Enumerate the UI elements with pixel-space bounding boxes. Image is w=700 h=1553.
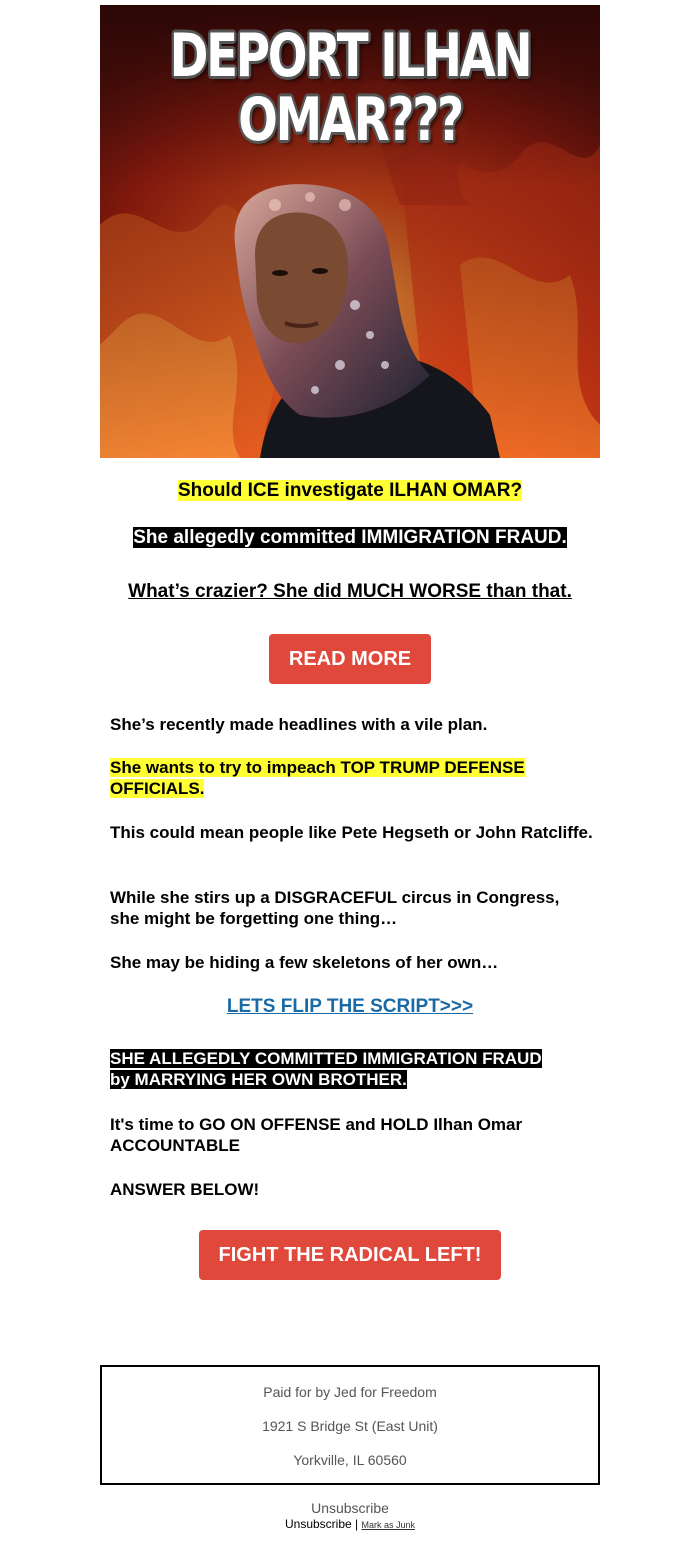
paragraph-circus: [110, 887, 590, 929]
offense-text-d: HOLD: [380, 1115, 429, 1134]
paragraph-answer-below: ANSWER BELOW!: [110, 1180, 260, 1199]
circus-text-b: DISGRACEFUL: [274, 888, 397, 907]
paragraph-marrying-brother: [110, 1048, 600, 1090]
offense-text-b: GO ON OFFENSE: [199, 1115, 341, 1134]
hero-image[interactable]: [100, 5, 600, 458]
flip-script-link[interactable]: LETS FLIP THE SCRIPT>>>: [226, 996, 474, 1017]
read-more-button[interactable]: READ MORE: [269, 634, 431, 684]
separator: |: [351, 1517, 362, 1531]
allegation-text: She allegedly committed IMMIGRATION FRAUD.: [133, 527, 567, 548]
flip-script-wrapper: [0, 996, 700, 1018]
offense-text-e: Ilhan Omar ACCOUNTABLE: [110, 1115, 523, 1155]
hero-title-line1: DEPORT ILHAN: [169, 21, 531, 91]
crazier-text: What’s crazier? She did MUCH WORSE than that.: [128, 581, 572, 602]
circus-text-a: While she stirs up a: [110, 888, 275, 907]
paid-for-box: [100, 1365, 600, 1485]
unsubscribe-link[interactable]: Unsubscribe: [284, 1517, 352, 1531]
impeach-text-b: TOP TRUMP DEFENSE OFFICIALS.: [110, 758, 525, 798]
hero-title-line2: OMAR???: [238, 85, 462, 155]
circus-text-c: circus in Congress, she might be forgetting one thing…: [110, 888, 560, 928]
paragraph-hegseth: This could mean people like Pete Hegseth or John Ratcliffe.: [110, 823, 593, 842]
paid-for-text: Paid for by Jed for Freedom: [263, 1384, 437, 1400]
marrying-line2: by MARRYING HER OWN BROTHER.: [110, 1070, 407, 1089]
paragraph-vile-plan: She’s recently made headlines with a vile plan.: [110, 715, 488, 734]
question-headline: [0, 480, 700, 502]
marrying-line1: SHE ALLEGEDLY COMMITTED IMMIGRATION FRAUD: [110, 1049, 542, 1068]
mark-as-junk-link[interactable]: Mark as Junk: [361, 1520, 416, 1530]
paragraph-impeach: [110, 757, 600, 799]
paragraph-offense: [110, 1114, 580, 1156]
impeach-text-a: She wants to try to impeach: [110, 758, 341, 777]
address-line1: 1921 S Bridge St (East Unit): [262, 1418, 438, 1434]
paragraph-skeletons: She may be hiding a few skeletons of her own…: [110, 953, 499, 972]
offense-text-a: It's time to: [110, 1115, 200, 1134]
allegation-headline: [0, 527, 700, 549]
fight-radical-left-button[interactable]: FIGHT THE RADICAL LEFT!: [199, 1230, 501, 1280]
question-text: Should ICE investigate ILHAN OMAR?: [177, 480, 523, 501]
unsubscribe-link-top[interactable]: Unsubscribe: [311, 1500, 389, 1516]
offense-text-c: and: [340, 1115, 381, 1134]
crazier-headline: [0, 581, 700, 603]
unsubscribe-row: [0, 1517, 700, 1531]
address-line2: Yorkville, IL 60560: [293, 1452, 407, 1468]
